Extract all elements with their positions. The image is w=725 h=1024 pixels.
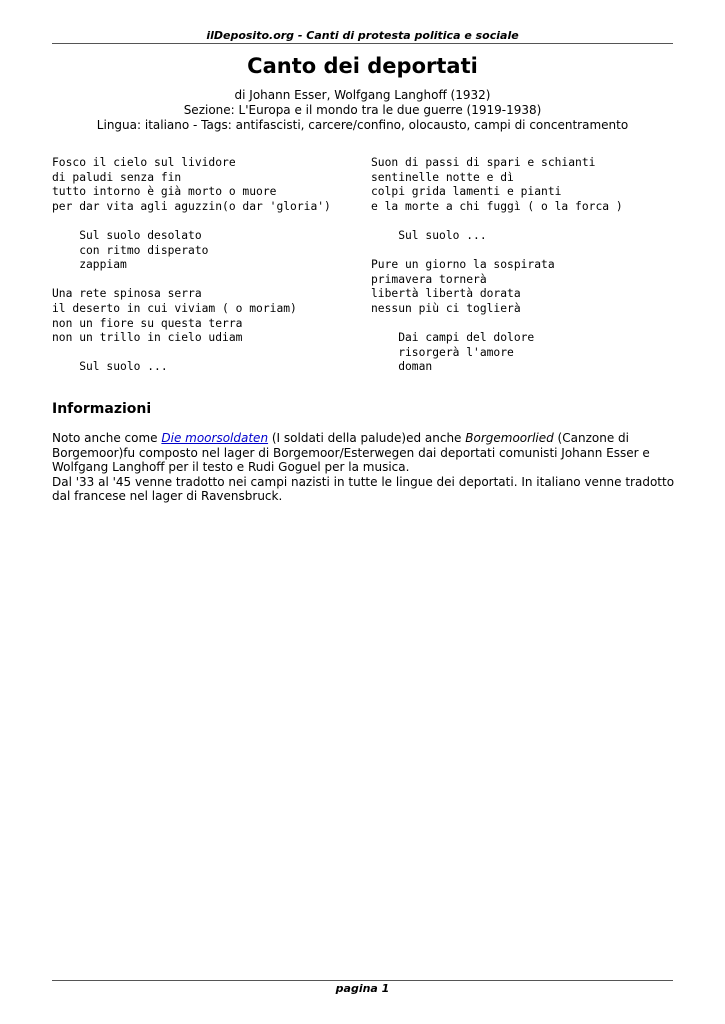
song-title: Canto dei deportati [247, 54, 478, 78]
info-text: (I soldati della palude)ed anche [268, 431, 466, 445]
die-moorsoldaten-link[interactable]: Die moorsoldaten [161, 431, 269, 445]
info-text: Dal '33 al '45 venne tradotto nei campi nazisti in tutte le lingue dei deportati. In italiano venne tradotto dal francese nel lager di Ravensbruck. [52, 474, 675, 504]
song-section: Sezione: L'Europa e il mondo tra le due guerre (1919-1938) [183, 103, 542, 117]
page-header: ilDeposito.org - Canti di protesta politica e sociale [206, 29, 519, 42]
page-number: pagina 1 [335, 982, 390, 995]
info-text: (Canzone di Borgemoor)fu composto nel lager di Borgemoor/Esterwegen dai deportati comunisti Johann Esser e Wolfgang Langhoff per il testo e Rudi Goguel per la musica. [52, 431, 650, 475]
info-body [52, 431, 677, 504]
lyrics-left-column: Fosco il cielo sul lividore di paludi senza fin tutto intorno è già morto o muore per dar vita agli aguzzin(o dar 'gloria') Sul suolo desolato con ritmo disperato zappiam Una rete spinosa serra il deserto in cui viviam ( o moriam) non un fiore su questa terra non un trillo in cielo udiam Sul suolo ... [52, 156, 331, 374]
lyrics-right-column: Suon di passi di spari e schianti sentinelle notte e dì colpi grida lamenti e pianti e la morte a chi fuggì ( o la forca ) Sul suolo ... Pure un giorno la sospirata primavera tornerà libertà libertà dorata nessun più ci toglierà Dai campi del dolore risorgerà l'amore doman [371, 156, 623, 374]
info-heading: Informazioni [52, 401, 152, 417]
song-language-tags: Lingua: italiano - Tags: antifascisti, carcere/confino, olocausto, campi di concentramento [96, 118, 629, 132]
footer-divider [52, 980, 673, 981]
header-divider [52, 43, 673, 44]
song-authors: di Johann Esser, Wolfgang Langhoff (1932) [234, 88, 491, 102]
info-text: Noto anche come [52, 431, 162, 445]
info-italic-title: Borgemoorlied [465, 431, 554, 445]
